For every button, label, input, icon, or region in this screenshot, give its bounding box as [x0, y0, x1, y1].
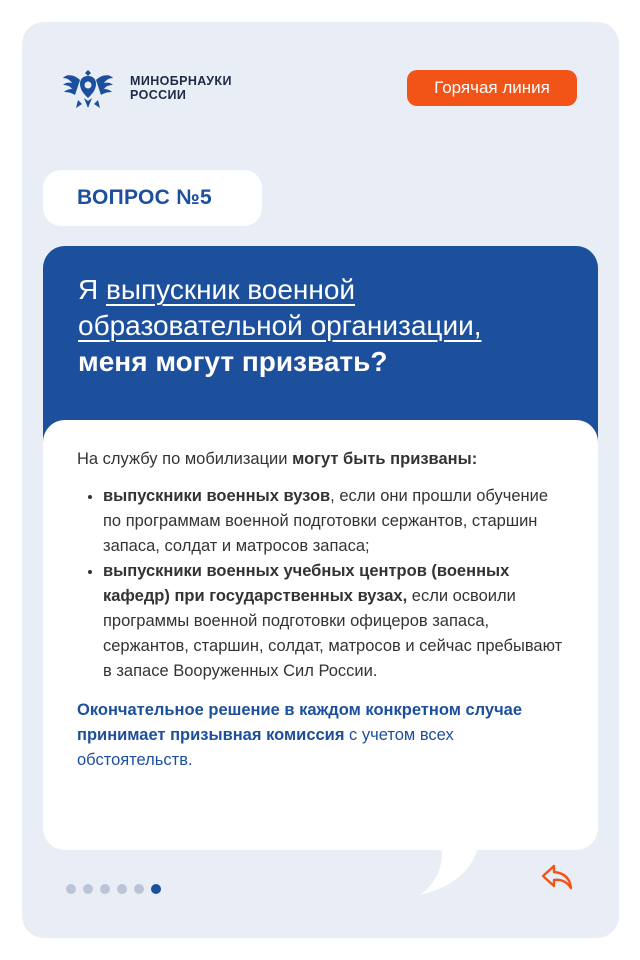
- bubble-tail: [420, 840, 490, 900]
- list-item-bold: выпускники военных вузов: [103, 487, 331, 505]
- pagination-dots: [66, 884, 161, 894]
- conditions-list: [77, 484, 567, 684]
- hotline-button[interactable]: Горячая линия: [407, 70, 577, 106]
- ministry-line-1: МИНОБРНАУКИ: [130, 74, 232, 88]
- answer-text: [77, 447, 567, 773]
- conclusion-bold: Окончательное решение в каждом конкретном случае принимает призывная комиссия: [77, 701, 523, 744]
- pagination-dot[interactable]: [117, 884, 127, 894]
- intro-bold: могут быть призваны:: [292, 450, 478, 468]
- pagination-dot[interactable]: [100, 884, 110, 894]
- pagination-dot[interactable]: [151, 884, 161, 894]
- intro-plain: На службу по мобилизации: [77, 450, 293, 468]
- share-arrow-icon[interactable]: [540, 862, 574, 892]
- headline-question: меня могут призвать?: [78, 346, 388, 377]
- pagination-dot[interactable]: [134, 884, 144, 894]
- pagination-dot[interactable]: [66, 884, 76, 894]
- list-item-text: если освоили программы военной подготовки офицеров запаса, сержантов, старшин, солдат, матросов и сейчас пребывают в запасе Вооруженных Сил России.: [103, 587, 563, 680]
- eagle-emblem-icon: [62, 64, 114, 114]
- question-badge: ВОПРОС №5: [43, 170, 262, 226]
- list-item: [103, 559, 567, 684]
- list-item-text: , если они прошли обучение по программам военной подготовки сержантов, старшин запаса, солдат и матросов запаса;: [103, 487, 549, 555]
- ministry-line-2: РОССИИ: [130, 88, 187, 102]
- ministry-name: [130, 74, 232, 102]
- headline-underlined: выпускник военной образовательной организации,: [78, 274, 482, 341]
- conclusion-text: с учетом всех обстоятельств.: [77, 726, 454, 769]
- headline-prefix: Я: [78, 274, 106, 305]
- conclusion-paragraph: [77, 698, 567, 773]
- pagination-dot[interactable]: [83, 884, 93, 894]
- intro-paragraph: [77, 447, 567, 472]
- list-item-bold: выпускники военных учебных центров (военных кафедр) при государственных вузах,: [103, 562, 510, 605]
- headline: [78, 272, 578, 380]
- list-item: [103, 484, 567, 559]
